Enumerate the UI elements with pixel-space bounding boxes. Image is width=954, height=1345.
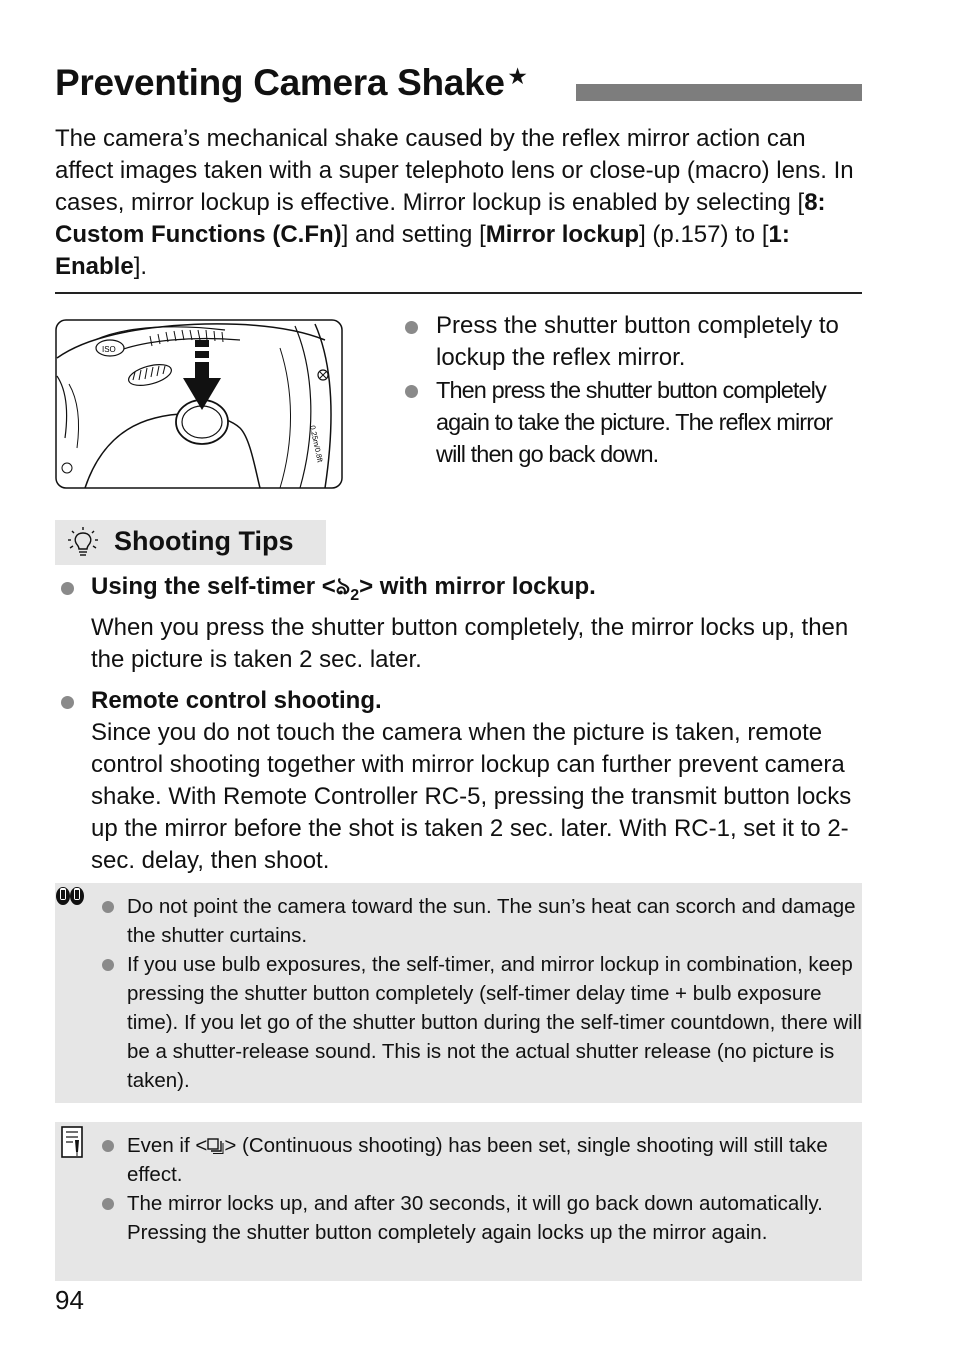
shutter-steps-list	[404, 310, 866, 470]
page-number: 94	[55, 1285, 84, 1315]
self-timer-icon: ঌ	[335, 573, 351, 600]
tip-heading	[91, 571, 867, 612]
memo-text: > (Continuous shooting) has been set, single shooting will still take effect.	[127, 1134, 828, 1186]
caution-list	[95, 892, 865, 1095]
iso-label: ISO	[102, 345, 116, 354]
intro-text-2: ] and setting [	[341, 221, 486, 248]
tip-heading-text: Using the self-timer <	[91, 573, 336, 600]
memo-icon	[61, 1126, 83, 1163]
intro-text-4: ].	[133, 253, 148, 280]
intro-paragraph	[55, 123, 865, 283]
custom-functions-menu-icon: 8:	[804, 189, 826, 216]
bullet-icon	[102, 1140, 114, 1152]
tip-heading-text: > with mirror lockup.	[359, 573, 596, 600]
memo-note-box	[55, 1122, 862, 1281]
lens-distance-marking: 0.25m/0.8ft	[308, 424, 325, 464]
caution-icon	[55, 886, 85, 917]
tip-body: When you press the shutter button completely, the mirror locks up, then the picture is taken 2 sec. later.	[91, 613, 849, 673]
list-item	[95, 892, 865, 950]
self-timer-subscript: 2	[350, 586, 360, 604]
tip-body: Since you do not touch the camera when the picture is taken, remote control shooting together with mirror lockup can further prevent camera shake. With Remote Controller RC-5, pressing the transmit button locks up the mirror before the shot is taken 2 sec. later. With RC-1, set it to 2-sec. delay, then shoot.	[91, 718, 852, 874]
list-item	[55, 571, 867, 676]
memo-text: The mirror locks up, and after 30 seconds, it will go back down automatically. Pressing the shutter button completely again locks up the mirror again.	[127, 1192, 823, 1244]
list-item	[404, 374, 866, 470]
page-title	[55, 62, 526, 104]
shooting-tips-title: Shooting Tips	[114, 526, 294, 556]
camera-shutter-illustration	[55, 318, 343, 489]
list-item	[95, 1189, 865, 1247]
bullet-icon	[102, 1198, 114, 1210]
list-item	[55, 685, 867, 877]
caution-text: Do not point the camera toward the sun. The sun’s heat can scorch and damage the shutter curtains.	[127, 895, 856, 947]
bullet-icon	[102, 901, 114, 913]
bullet-icon	[405, 321, 418, 334]
title-bar	[576, 84, 862, 101]
section-divider	[55, 292, 862, 294]
step-text: Then press the shutter button completely again to take the picture. The reflex mirror will then go back down.	[436, 377, 833, 467]
bullet-icon	[61, 582, 74, 595]
bullet-icon	[61, 696, 74, 709]
shooting-tips-list	[55, 571, 867, 886]
memo-list	[95, 1131, 865, 1247]
mirror-lockup-setting: Mirror lockup	[485, 221, 640, 248]
list-item	[95, 950, 865, 1095]
tip-heading: Remote control shooting.	[91, 686, 382, 714]
enable-option: 1: Enable	[55, 221, 790, 280]
caution-text: If you use bulb exposures, the self-timer, and mirror lockup in combination, keep pressing the shutter button completely (self-timer delay time + bulb exposure time). If you let go of the shutter button during the self-timer countdown, there will be a shutter-release sound. This is not the actual shutter release (no picture is taken).	[127, 953, 862, 1092]
star-icon: ★	[508, 66, 527, 88]
continuous-shooting-icon	[207, 1133, 224, 1149]
intro-text-1: The camera’s mechanical shake caused by the reflex mirror action can affect images taken with a super telephoto lens or close-up (macro) lens. In cases, mirror lockup is effective. Mirror lockup is enabled by selecting [	[55, 125, 854, 216]
caution-note-box	[55, 883, 862, 1103]
title-text: Preventing Camera Shake	[55, 62, 505, 103]
memo-text: Even if <	[127, 1134, 208, 1157]
lightbulb-icon	[65, 526, 101, 565]
shooting-tips-header	[55, 520, 326, 565]
list-item	[95, 1131, 865, 1189]
list-item	[404, 310, 866, 374]
bullet-icon	[405, 385, 418, 398]
custom-functions-menu-name: Custom Functions (C.Fn)	[55, 221, 342, 248]
step-text: Press the shutter button completely to lockup the reflex mirror.	[436, 312, 839, 371]
intro-text-3: ] (p.157) to [	[639, 221, 769, 248]
bullet-icon	[102, 959, 114, 971]
